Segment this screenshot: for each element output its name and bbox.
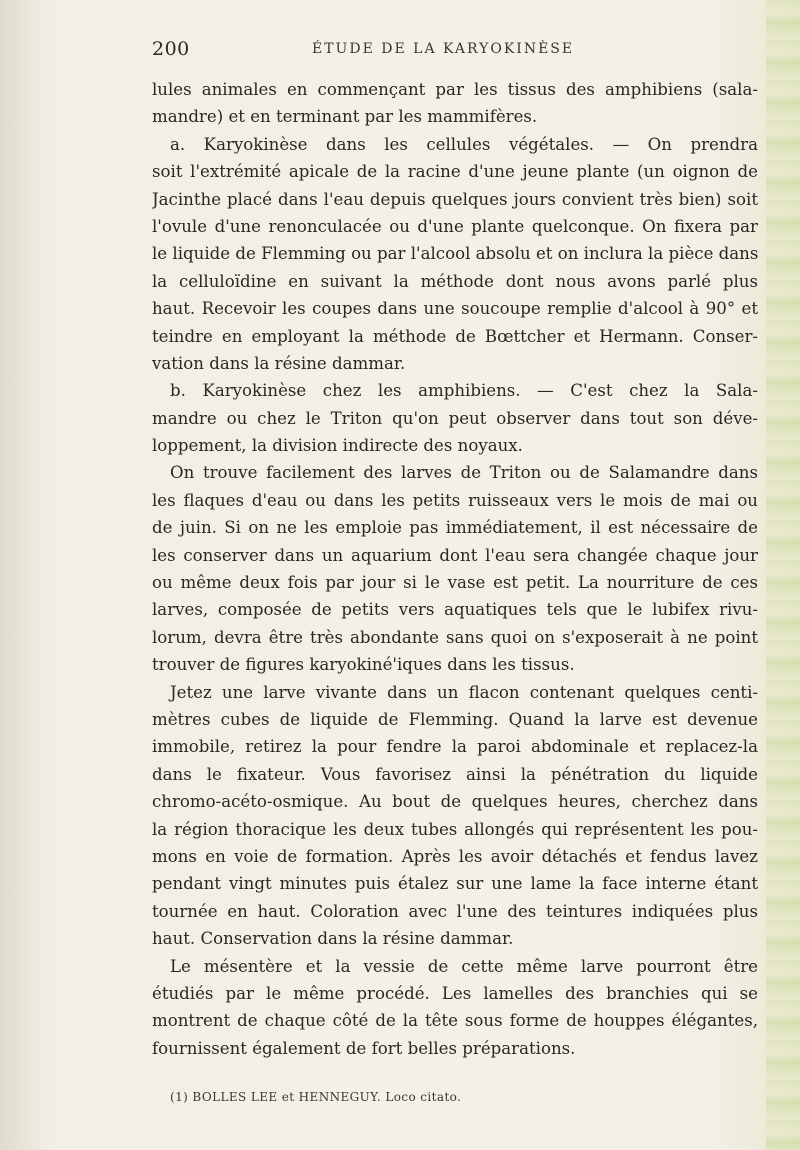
text-line: étudiés par le même procédé. Les lamelles des branchies qui se [152, 983, 758, 1003]
text-line: vation dans la résine dammar. [152, 353, 406, 373]
text-line: mandre ou chez le Triton qu'on peut observer dans tout son déve- [152, 408, 758, 428]
text-line: On trouve facilement des larves de Triton ou de Salamandre dans [170, 463, 758, 483]
text-line: le liquide de Flemming ou par l'alcool absolu et on inclura la pièce dans [152, 244, 758, 264]
text-line: fournissent également de fort belles préparations. [152, 1038, 576, 1058]
text-line: mètres cubes de liquide de Flemming. Quand la larve est devenue [152, 709, 758, 729]
text-line: Le mésentère et la vessie de cette même larve pourront être [170, 956, 758, 976]
text-line: de juin. Si on ne les emploie pas immédiatement, il est nécessaire de [152, 518, 758, 538]
text-line: haut. Recevoir les coupes dans une soucoupe remplie d'alcool à 90° et [152, 299, 758, 319]
page-gutter-shadow [0, 0, 40, 1150]
text-line: pendant vingt minutes puis étalez sur une lame la face interne étant [152, 874, 758, 894]
text-line: dans le fixateur. Vous favorisez ainsi la pénétration du liquide [152, 764, 758, 784]
text-line: larves, composée de petits vers aquatiques tels que le lubifex rivu- [152, 600, 758, 620]
text-line: mandre) et en terminant par les mammifères. [152, 107, 538, 127]
text-line: teindre en employant la méthode de Bœttcher et Hermann. Conser- [152, 326, 758, 346]
text-line: montrent de chaque côté de la tête sous forme de houppes élégantes, [152, 1011, 758, 1031]
text-line: tournée en haut. Coloration avec l'une des teintures indiquées plus [152, 901, 758, 921]
text-line: l'ovule d'une renonculacée ou d'une plante quelconque. On fixera par [152, 216, 758, 236]
running-title: ÉTUDE DE LA KARYOKINÈSE [312, 41, 575, 57]
text-line: les conserver dans un aquarium dont l'eau sera changée chaque jour [152, 545, 758, 565]
text-line: soit l'extrémité apicale de la racine d'une jeune plante (un oignon de [152, 162, 758, 182]
page-edge-bleed [766, 0, 800, 1150]
text-line: chromo-acéto-osmique. Au bout de quelques heures, cherchez dans [152, 792, 758, 812]
footnote: (1) BOLLES LEE et HENNEGUY. Loco citato. [170, 1090, 462, 1104]
text-line: Jacinthe placé dans l'eau depuis quelques jours convient très bien) soit [152, 189, 758, 209]
text-line: ou même deux fois par jour si le vase est petit. La nourriture de ces [152, 573, 758, 593]
text-line: lules animales en commençant par les tissus des amphibiens (sala- [152, 80, 758, 99]
text-line: mons en voie de formation. Après les avoir détachés et fendus lavez [152, 846, 758, 866]
page-header [152, 38, 752, 66]
text-line: b. Karyokinèse chez les amphibiens. — C'est chez la Sala- [170, 381, 758, 401]
text-line: immobile, retirez la pour fendre la paroi abdominale et replacez-la [152, 737, 758, 757]
text-line: loppement, la division indirecte des noyaux. [152, 436, 523, 456]
body-text [152, 76, 758, 1062]
page-number: 200 [152, 38, 190, 60]
text-line: a. Karyokinèse dans les cellules végétales. — On prendra [170, 134, 758, 154]
text-line: trouver de figures karyokiné'iques dans les tissus. [152, 655, 575, 675]
text-line: Jetez une larve vivante dans un flacon contenant quelques centi- [170, 682, 758, 702]
text-line: lorum, devra être très abondante sans quoi on s'exposerait à ne point [152, 627, 758, 647]
text-line: haut. Conservation dans la résine dammar. [152, 929, 514, 949]
text-line: la région thoracique les deux tubes allongés qui représentent les pou- [152, 819, 758, 839]
text-line: les flaques d'eau ou dans les petits ruisseaux vers le mois de mai ou [152, 490, 758, 510]
text-line: la celluloïdine en suivant la méthode dont nous avons parlé plus [152, 271, 758, 291]
